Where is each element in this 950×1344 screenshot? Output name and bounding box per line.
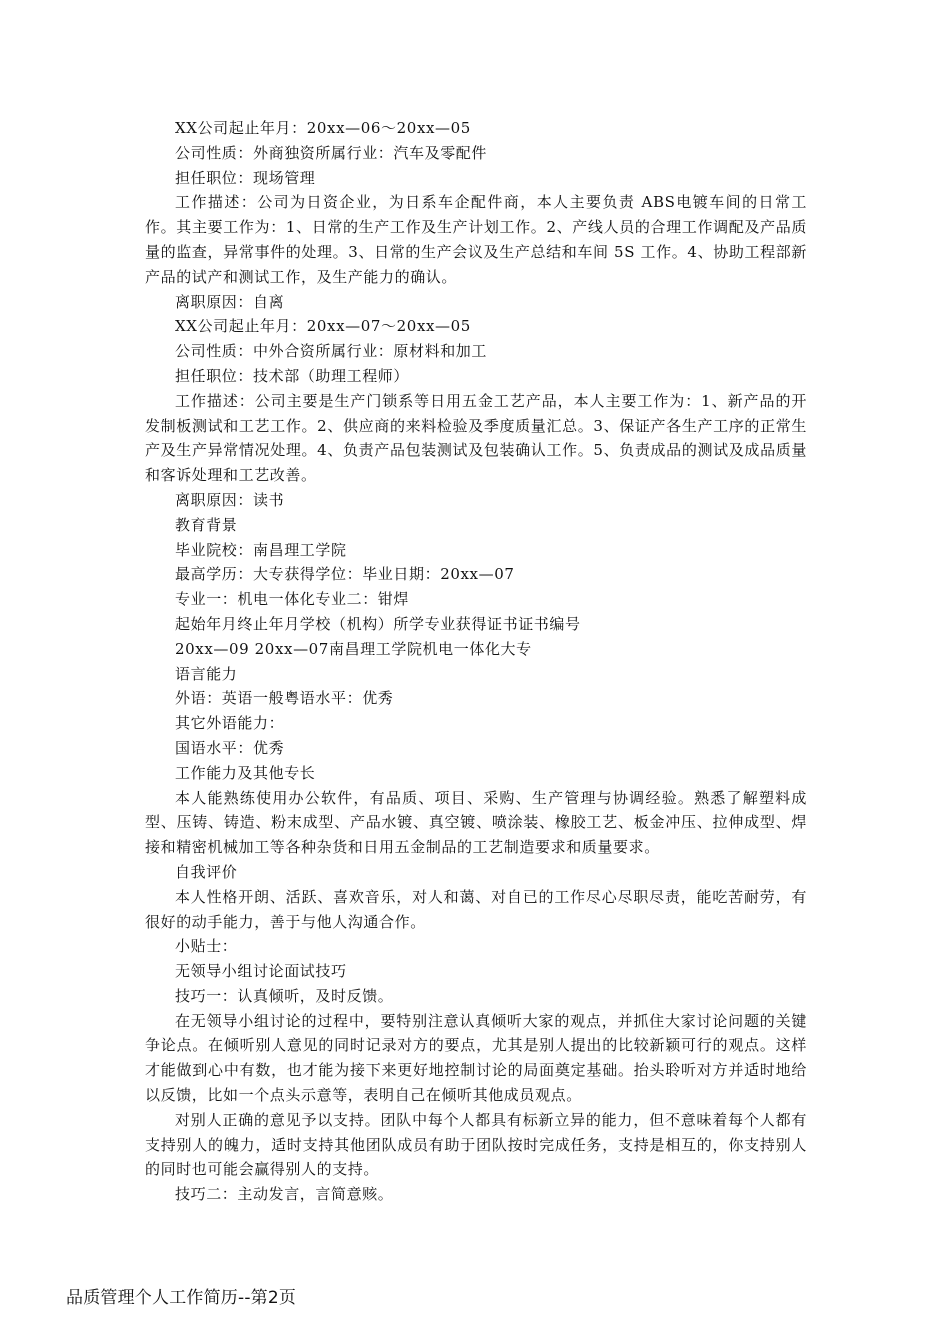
section-heading-skills: 工作能力及其他专长 [175, 763, 316, 782]
section-heading-self-evaluation: 自我评价 [175, 862, 238, 881]
paragraph-education-table-row: 20xx—09 20xx—07南昌理工学院机电一体化大专 [175, 639, 532, 658]
paragraph-mandarin-level: 国语水平：优秀 [175, 738, 285, 757]
paragraph-skills: 本人能熟练使用办公软件，有品质、项目、采购、生产管理与协调经验。熟悉了解塑料成型、压铸、铸造、粉末成型、产品水镀、真空镀、喷涂装、橡胶工艺、板金冲压、拉伸成型、焊接和精密机械加工等各种杂货和日用五金制品的工艺制造要求和质量要求。 [145, 788, 807, 857]
paragraph-company1-nature: 公司性质：外商独资所属行业：汽车及零配件 [175, 143, 488, 162]
paragraph-company1-period: XX公司起止年月：20xx—06～20xx—05 [175, 119, 471, 137]
document-body [145, 116, 807, 1207]
paragraph-degree: 最高学历：大专获得学位：毕业日期：20xx—07 [175, 565, 515, 584]
paragraph-company2-nature: 公司性质：中外合资所属行业：原材料和加工 [175, 342, 488, 361]
paragraph-company2-period: XX公司起止年月：20xx—07～20xx—05 [175, 317, 471, 336]
paragraph-tip-one-support: 对别人正确的意见予以支持。团队中每个人都具有标新立异的能力，但不意味着每个人都有支持别人的魄力，适时支持其他团队成员有助于团队按时完成任务，支持是相互的，你支持别人的同时也可能会赢得别人的支持。 [145, 1110, 807, 1179]
paragraph-company1-leave-reason: 离职原因：自离 [175, 292, 285, 311]
paragraph-majors: 专业一：机电一体化专业二：钳焊 [175, 590, 410, 609]
paragraph-company2-leave-reason: 离职原因：读书 [175, 490, 285, 509]
paragraph-company2-description: 工作描述：公司主要是生产门锁系等日用五金工艺产品，本人主要工作为：1、新产品的开发制板测试和工艺工作。2、供应商的来料检验及季度质量汇总。3、保证产各生产工序的正常生产及生产异常情况处理。4、负责产品包装测试及包装确认工作。5、负责成品的测试及成品质量和客诉处理和工艺改善。 [145, 391, 807, 485]
paragraph-tip-one: 技巧一：认真倾听，及时反馈。 [175, 986, 394, 1005]
paragraph-foreign-language: 外语：英语一般粤语水平：优秀 [175, 689, 394, 708]
paragraph-other-languages: 其它外语能力： [175, 714, 285, 733]
paragraph-school: 毕业院校：南昌理工学院 [175, 540, 347, 559]
paragraph-tips-title: 无领导小组讨论面试技巧 [175, 962, 347, 981]
paragraph-tips-label: 小贴士： [175, 937, 238, 956]
paragraph-education-table-header: 起始年月终止年月学校（机构）所学专业获得证书证书编号 [175, 614, 581, 633]
paragraph-self-evaluation: 本人性格开朗、活跃、喜欢音乐，对人和蔼、对自已的工作尽心尽职尽责，能吃苦耐劳，有很好的动手能力，善于与他人沟通合作。 [145, 887, 807, 931]
section-heading-education: 教育背景 [175, 515, 238, 534]
paragraph-company2-position: 担任职位：技术部（助理工程师） [175, 366, 410, 385]
paragraph-company1-description: 工作描述：公司为日资企业，为日系车企配件商，本人主要负责 ABS电镀车间的日常工作。其主要工作为：1、日常的生产工作及生产计划工作。2、产线人员的合理工作调配及产品质量的监查，异常事件的处理。3、日常的生产会议及生产总结和车间 5S 工作。4、协助工程部新产品的试产和测试工作，及生产能力的确认。 [145, 193, 807, 286]
paragraph-tip-one-detail: 在无领导小组讨论的过程中，要特别注意认真倾听大家的观点，并抓住大家讨论问题的关键争论点。在倾听别人意见的同时记录对方的要点，尤其是别人提出的比较新颖可行的观点。这样才能做到心中有数，也才能为接下来更好地控制讨论的局面奠定基础。抬头聆听对方并适时地给以反馈，比如一个点头示意等，表明自己在倾听其他成员观点。 [145, 1011, 807, 1105]
section-heading-language: 语言能力 [175, 664, 238, 683]
paragraph-company1-position: 担任职位：现场管理 [175, 168, 316, 187]
page-footer: 品质管理个人工作简历--第2页 [66, 1288, 297, 1308]
paragraph-tip-two: 技巧二：主动发言，言简意赅。 [175, 1185, 394, 1204]
